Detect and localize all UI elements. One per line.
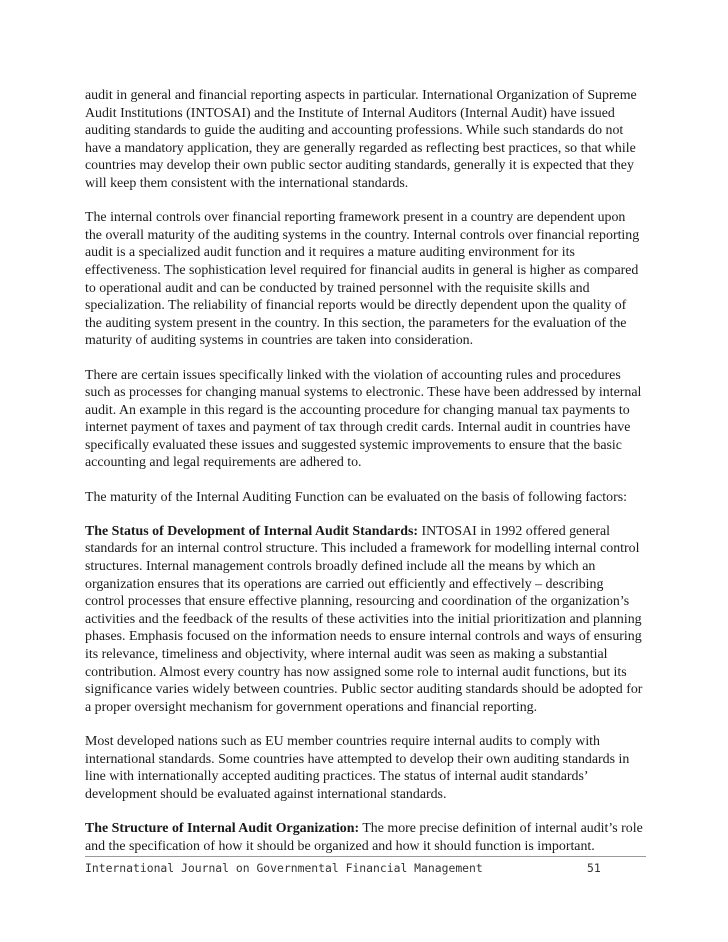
paragraph-standards-status xyxy=(85,523,645,717)
footer-divider xyxy=(85,856,646,857)
paragraph-text: The maturity of the Internal Auditing Function can be evaluated on the basis of following factors: xyxy=(85,489,627,505)
paragraph-lead-heading: The Structure of Internal Audit Organization: xyxy=(85,820,360,836)
paragraph-intintosai xyxy=(85,87,645,193)
paragraph-lead-heading: The Status of Development of Internal Audit Standards: xyxy=(85,523,419,539)
body-text xyxy=(85,87,645,855)
footer-page-number: 51 xyxy=(587,861,601,875)
paragraph-text: INTOSAI in 1992 offered general standards for an internal control structure. This included a framework for modelling internal control structures. Internal management controls broadly defined include all the means by which an organization ensures that its operations are carried out efficiently and effectively – describing control processes that ensure effective planning, resourcing and coordination of the organization’s activities and the feedback of the results of these activities into the initial prioritization and planning phases. Emphasis focused on the information needs to ensure internal controls and ways of ensuring its relevance, timeliness and objectivity, where internal audit was seen as making a substantial contribution. Almost every country has now assigned some role to internal audit functions, but its significance varies widely between countries. Public sector auditing standards should be adopted for a proper oversight mechanism for government operations and financial reporting. xyxy=(85,523,643,715)
paragraph-developed-nations xyxy=(85,733,645,803)
paragraph-accounting-issues xyxy=(85,367,645,473)
paragraph-text: Most developed nations such as EU member countries require internal audits to comply with international standards. Some countries have attempted to develop their own auditing standards in line with internationally accepted auditing practices. The status of internal audit standards’ development should be evaluated against international standards. xyxy=(85,733,630,802)
paragraph-text: There are certain issues specifically linked with the violation of accounting rules and procedures such as processes for changing manual systems to electronic. These have been addressed by internal audit. An example in this regard is the accounting procedure for changing manual tax payments to internet payment of taxes and payment of tax through credit cards. Internal audit in countries have specifically evaluated these issues and suggested systemic improvements to ensure that the basic accounting and legal requirements are adhered to. xyxy=(85,367,642,471)
paragraph-maturity-factors xyxy=(85,489,645,507)
paragraph-text: The more precise definition of internal audit’s role and the specification of how it should be organized and how it should function is important. xyxy=(85,820,643,854)
footer-journal-title: International Journal on Governmental Financial Management xyxy=(85,861,483,875)
paragraph-organization-structure xyxy=(85,820,645,855)
paragraph-text: audit in general and financial reporting aspects in particular. International Organization of Supreme Audit Institutions (INTOSAI) and the Institute of Internal Auditors (Internal Audit) have issued auditing standards to guide the auditing and accounting professions. While such standards do not have a mandatory application, they are generally regarded as reflecting best practices, so that while countries may develop their own public sector auditing standards, generally it is expected that they will keep them consistent with the international standards. xyxy=(85,88,637,191)
paragraph-text: The internal controls over financial reporting framework present in a country are dependent upon the overall maturity of the auditing systems in the country. Internal controls over financial reporting audit is a specialized audit function and it requires a mature auditing environment for its effectiveness. The sophistication level required for financial audits in general is higher as compared to operational audit and can be conducted by trained personnel with the requisite skills and specialization. The reliability of financial reports would be directly dependent upon the quality of the auditing system present in the country. In this section, the parameters for the evaluation of the maturity of auditing systems in countries are taken into consideration. xyxy=(85,210,640,349)
paragraph-internal-controls xyxy=(85,209,645,350)
